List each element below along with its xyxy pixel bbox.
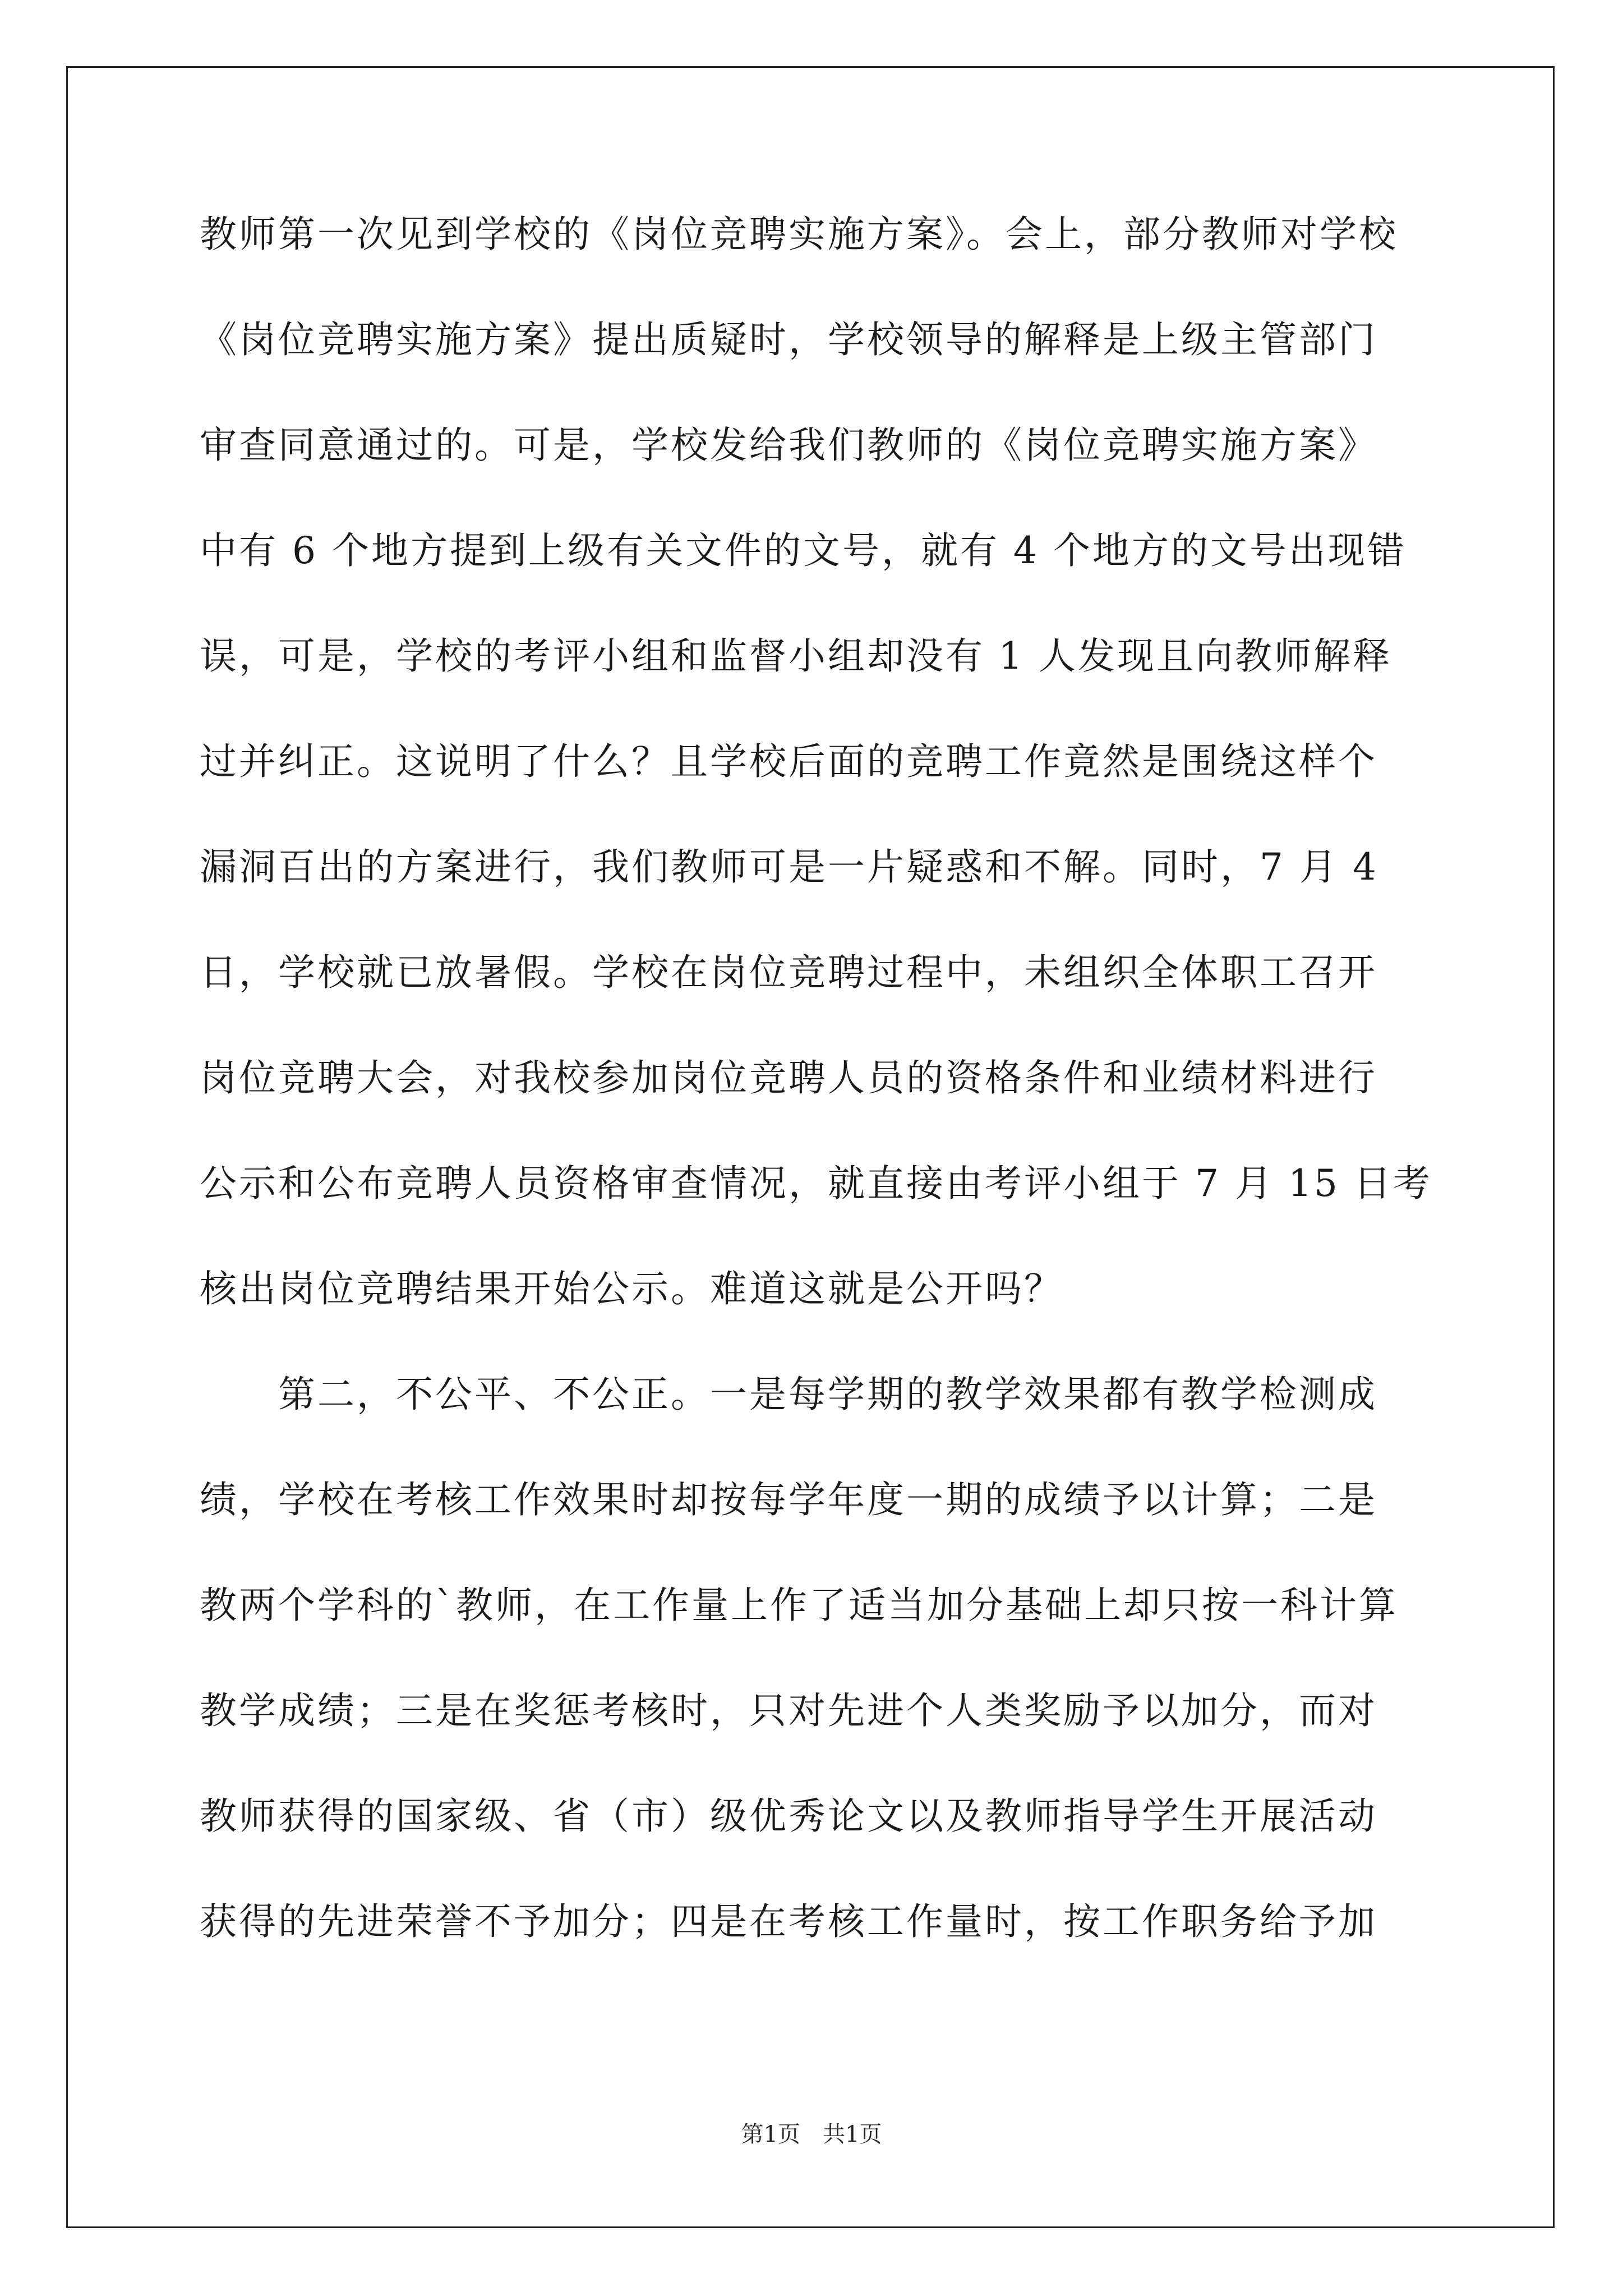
text-line: 教师获得的国家级、省（市）级优秀论文以及教师指导学生开展活动: [200, 1795, 1377, 1838]
text-line: 审查同意通过的。可是，学校发给我们教师的《岗位竞聘实施方案》: [200, 424, 1377, 467]
text-line: 误，可是，学校的考评小组和监督小组却没有 1 人发现且向教师解释: [200, 634, 1392, 678]
text-line: 公示和公布竞聘人员资格审查情况，就直接由考评小组于 7 月 15 日考: [200, 1162, 1432, 1205]
page-number-footer: 第1页 共1页: [741, 2122, 882, 2147]
text-line: 岗位竞聘大会，对我校参加岗位竞聘人员的资格条件和业绩材料进行: [200, 1056, 1377, 1099]
paragraph-start-line: 第二，不公平、不公正。一是每学期的教学效果都有教学检测成: [278, 1373, 1377, 1416]
text-line: 教学成绩；三是在奖惩考核时，只对先进个人类奖励予以加分，而对: [200, 1689, 1377, 1732]
text-line: 教两个学科的`教师，在工作量上作了适当加分基础上却只按一科计算: [200, 1584, 1398, 1627]
text-line: 获得的先进荣誉不予加分；四是在考核工作量时，按工作职务给予加: [200, 1900, 1377, 1943]
text-line: 绩，学校在考核工作效果时却按每学年度一期的成绩予以计算；二是: [200, 1478, 1377, 1521]
text-line: 教师第一次见到学校的《岗位竞聘实施方案》。会上，部分教师对学校: [200, 213, 1398, 256]
text-line: 核出岗位竞聘结果开始公示。难道这就是公开吗？: [200, 1267, 1063, 1310]
text-line: 《岗位竞聘实施方案》提出质疑时，学校领导的解释是上级主管部门: [200, 318, 1377, 361]
text-line: 漏洞百出的方案进行，我们教师可是一片疑惑和不解。同时，7 月 4: [200, 845, 1378, 889]
text-line: 过并纠正。这说明了什么？且学校后面的竞聘工作竟然是围绕这样个: [200, 740, 1377, 783]
text-line: 中有 6 个地方提到上级有关文件的文号，就有 4 个地方的文号出现错: [200, 529, 1407, 572]
text-line: 日，学校就已放暑假。学校在岗位竞聘过程中，未组织全体职工召开: [200, 951, 1377, 994]
document-body: [200, 213, 1432, 2006]
